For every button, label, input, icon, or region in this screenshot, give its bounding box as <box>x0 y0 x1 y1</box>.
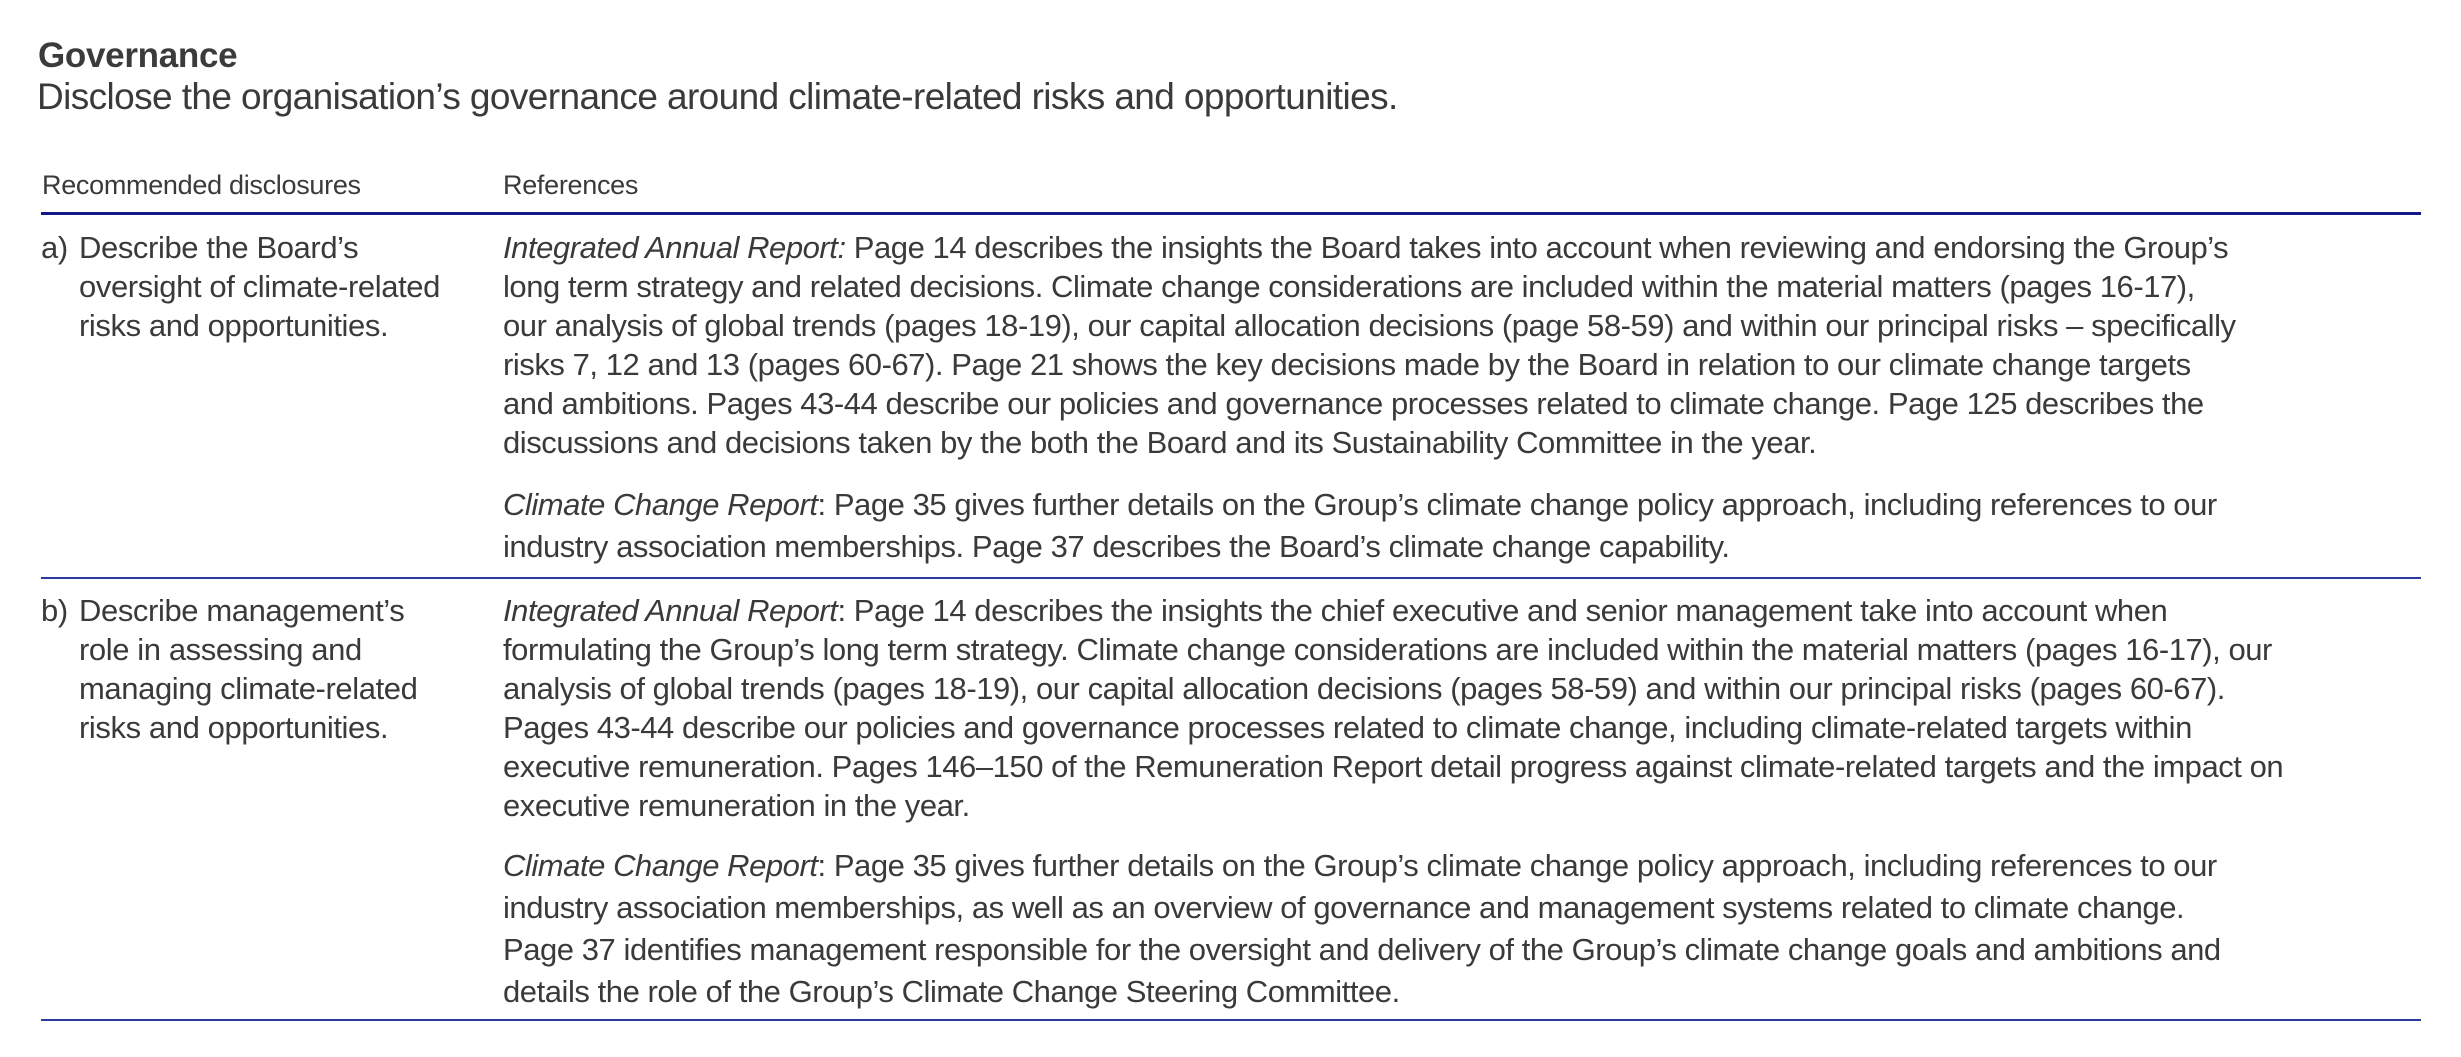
reference-line: risks 7, 12 and 13 (pages 60-67). Page 21 shows the key decisions made by the Board in relation to our climate change targets <box>503 347 2191 382</box>
disclosure-line: Describe the Board’s <box>79 230 359 265</box>
reference-line: analysis of global trends (pages 18-19), our capital allocation decisions (pages 58-59) and within our principal risks (pages 60-67). <box>503 671 2225 706</box>
disclosure-line: oversight of climate-related <box>79 269 440 304</box>
table-bottom-rule <box>41 1019 2421 1021</box>
reference-line: formulating the Group’s long term strategy. Climate change considerations are included within the material matters (pages 16-17), our <box>503 632 2272 667</box>
reference-text: : Page 35 gives further details on the Group’s climate change policy approach, including references to our <box>817 848 2217 883</box>
disclosure-line: managing climate-related <box>79 671 418 706</box>
reference-source: Climate Change Report <box>503 848 818 883</box>
reference-line: industry association memberships, as well as an overview of governance and management systems related to climate change. <box>503 890 2185 925</box>
disclosure-line: risks and opportunities. <box>79 710 389 745</box>
reference-line: Pages 43-44 describe our policies and governance processes related to climate change, including climate-related targets within <box>503 710 2192 745</box>
reference-text: Page 14 describes the insights the Board takes into account when reviewing and endorsing the Group’s <box>845 230 2229 265</box>
reference-line: executive remuneration in the year. <box>503 788 970 823</box>
reference-line: and ambitions. Pages 43-44 describe our policies and governance processes related to climate change. Page 125 describes the <box>503 386 2204 421</box>
reference-paragraph <box>503 845 2221 1013</box>
disclosure-cell <box>41 591 417 747</box>
column-header-references: References <box>503 170 639 200</box>
disclosure-line: role in assessing and <box>79 632 362 667</box>
item-marker: a) <box>41 230 68 265</box>
header-rule <box>41 212 2421 215</box>
disclosure-line: risks and opportunities. <box>79 308 389 343</box>
disclosure-cell <box>41 228 440 345</box>
reference-source: Integrated Annual Report: <box>503 230 846 265</box>
reference-source: Integrated Annual Report <box>503 593 838 628</box>
section-title: Governance <box>38 36 238 75</box>
reference-line: our analysis of global trends (pages 18-19), our capital allocation decisions (page 58-59) and within our principal risks – specifically <box>503 308 2236 343</box>
item-marker: b) <box>41 593 68 628</box>
reference-text: : Page 35 gives further details on the Group’s climate change policy approach, including references to our <box>817 487 2217 522</box>
reference-paragraph <box>503 228 2236 462</box>
row-rule <box>41 577 2421 579</box>
reference-source: Climate Change Report <box>503 487 818 522</box>
column-header-disclosures: Recommended disclosures <box>42 170 361 200</box>
section-subtitle: Disclose the organisation’s governance around climate-related risks and opportunities. <box>37 76 1398 117</box>
reference-line: executive remuneration. Pages 146–150 of the Remuneration Report detail progress against climate-related targets and the impact on <box>503 749 2284 784</box>
reference-line: long term strategy and related decisions. Climate change considerations are included within the material matters (pages 16-17), <box>503 269 2195 304</box>
reference-paragraph <box>503 591 2283 825</box>
reference-line: details the role of the Group’s Climate Change Steering Committee. <box>503 974 1400 1009</box>
reference-line: industry association memberships. Page 37 describes the Board’s climate change capability. <box>503 529 1730 564</box>
reference-line: Page 37 identifies management responsible for the oversight and delivery of the Group’s climate change goals and ambitions and <box>503 932 2221 967</box>
reference-line: discussions and decisions taken by the both the Board and its Sustainability Committee in the year. <box>503 425 1817 460</box>
reference-text: : Page 14 describes the insights the chief executive and senior management take into account when <box>837 593 2168 628</box>
disclosure-line: Describe management’s <box>79 593 405 628</box>
reference-paragraph <box>503 484 2217 568</box>
